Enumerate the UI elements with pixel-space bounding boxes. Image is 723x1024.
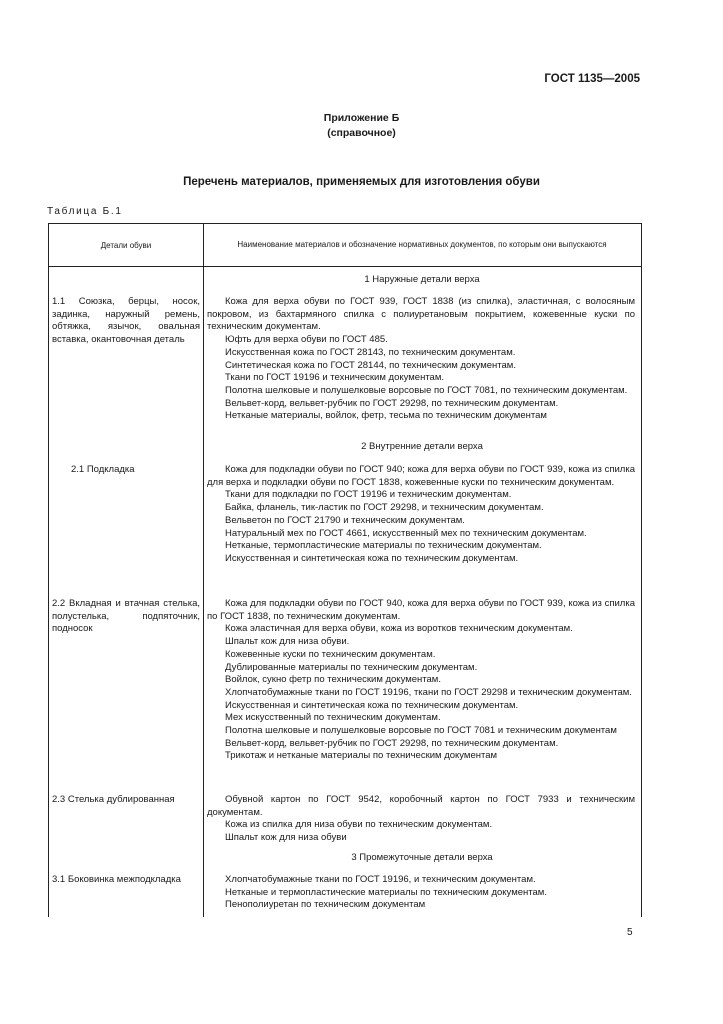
content-line: Натуральный мех по ГОСТ 4661, искусственный мех по техническим документам. <box>225 527 587 539</box>
row-content-3-1 <box>207 874 635 912</box>
content-line: Мех искусственный по техническим документам. <box>225 712 441 724</box>
content-line: Хлопчатобумажные ткани по ГОСТ 19196, и техническим документам. <box>225 874 536 885</box>
appendix-note: (справочное) <box>327 127 396 139</box>
content-line: Шпальт кож для низа обуви <box>225 832 347 844</box>
content-line: Нетканые материалы, войлок, фетр, тесьма по техническим документам <box>225 410 547 422</box>
document-code: ГОСТ 1135—2005 <box>544 73 640 85</box>
table-caption: Таблица Б.1 <box>47 206 123 217</box>
page-title: Перечень материалов, применяемых для изготовления обуви <box>183 176 540 188</box>
column-header-parts: Детали обуви <box>100 240 152 250</box>
content-line: Обувной картон по ГОСТ 9542, коробочный картон по ГОСТ 7933 и техническим документам. <box>207 794 635 818</box>
row-label-3-1: 3.1 Боковинка межподкладка <box>52 874 181 885</box>
content-line: Ткани для подкладки по ГОСТ 19196 и техническим документам. <box>225 489 512 501</box>
content-line: Нетканые, термопластические материалы по техническим документам. <box>225 540 542 552</box>
content-line: Кожа для верха обуви по ГОСТ 939, ГОСТ 1838 (из спилка), эластичная, с волосяным покровом, из бахтармяного спилка с полиуретановым покрытием, кожевенные куски по техническим документам. <box>207 296 635 333</box>
column-header-materials: Наименование материалов и обозначение нормативных документов, по которым они выпускаются <box>237 240 607 249</box>
content-line: Ткани по ГОСТ 19196 и техническим документам. <box>225 372 445 384</box>
row-content-2-1 <box>207 464 635 566</box>
row-label-2-2: 2.2 Вкладная и втачная стелька, полустелька, подпяточник, подносок <box>52 598 200 635</box>
content-line: Кожа для подкладки обуви по ГОСТ 940, кожа для верха обуви по ГОСТ 939, кожа из спилка по ГОСТ 1838, по техническим документам. <box>207 598 635 622</box>
content-line: Полотна шелковые и полушелковые ворсовые по ГОСТ 7081 и техническим документам <box>225 725 617 737</box>
content-line: Нетканые и термопластические материалы по техническим документам. <box>225 886 547 898</box>
content-line: Вельвет-корд, вельвет-рубчик по ГОСТ 29298, по техническим документам. <box>225 397 559 409</box>
section-heading-middle: 3 Промежуточные детали верха <box>351 852 493 863</box>
content-line: Байка, фланель, тик-ластик по ГОСТ 29298, и техническим документам. <box>225 502 544 514</box>
materials-table <box>48 223 642 917</box>
appendix-title: Приложение Б <box>323 112 400 124</box>
content-line: Кожа для подкладки обуви по ГОСТ 940; кожа для верха обуви по ГОСТ 939, кожа из спилка для верха и подкладки обуви по ГОСТ 1838, кожевенные куски по техническим документам. <box>207 464 635 488</box>
column-divider <box>203 224 204 917</box>
content-line: Искусственная и синтетическая кожа по техническим документам. <box>225 552 519 564</box>
content-line: Шпальт кож для низа обуви. <box>225 636 350 648</box>
section-heading-outer: 1 Наружные детали верха <box>364 274 480 285</box>
content-line: Вельветон по ГОСТ 21790 и техническим документам. <box>225 514 465 526</box>
row-label-2-3: 2.3 Стелька дублированная <box>52 794 175 805</box>
header-divider <box>49 266 641 267</box>
row-label-2-1: 2.1 Подкладка <box>71 464 135 475</box>
content-line: Искусственная и синтетическая кожа по техническим документам. <box>225 699 519 711</box>
content-line: Полотна шелковые и полушелковые ворсовые по ГОСТ 7081, по техническим документам. <box>225 384 628 396</box>
content-line: Хлопчатобумажные ткани по ГОСТ 19196, ткани по ГОСТ 29298 и техническим документам. <box>225 686 632 698</box>
row-label-1-1: 1.1 Союзка, берцы, носок, задинка, наружный ремень, обтяжка, язычок, овальная вставка, окантовочная деталь <box>52 296 200 346</box>
content-line: Пенополиуретан по техническим документам <box>225 899 426 911</box>
content-line: Кожа эластичная для верха обуви, кожа из воротков техническим документам. <box>225 623 573 635</box>
content-line: Дублированные материалы по техническим документам. <box>225 661 478 673</box>
row-content-1-1 <box>207 296 635 423</box>
content-line: Искусственная кожа по ГОСТ 28143, по техническим документам. <box>225 346 516 358</box>
content-line: Войлок, сукно фетр по техническим документам. <box>225 674 441 686</box>
content-line: Кожа из спилка для низа обуви по техническим документам. <box>225 819 493 831</box>
row-content-2-2 <box>207 598 635 763</box>
appendix-heading <box>0 111 723 141</box>
content-line: Юфть для верха обуви по ГОСТ 485. <box>225 334 388 346</box>
content-line: Вельвет-корд, вельвет-рубчик по ГОСТ 29298, по техническим документам. <box>225 737 559 749</box>
content-line: Синтетическая кожа по ГОСТ 28144, по техническим документам. <box>225 359 516 371</box>
content-line: Трикотаж и нетканые материалы по техническим документам <box>225 750 498 762</box>
content-line: Кожевенные куски по техническим документам. <box>225 648 436 660</box>
page-number: 5 <box>627 927 633 938</box>
row-content-2-3 <box>207 794 635 845</box>
section-heading-inner: 2 Внутренние детали верха <box>361 441 483 452</box>
